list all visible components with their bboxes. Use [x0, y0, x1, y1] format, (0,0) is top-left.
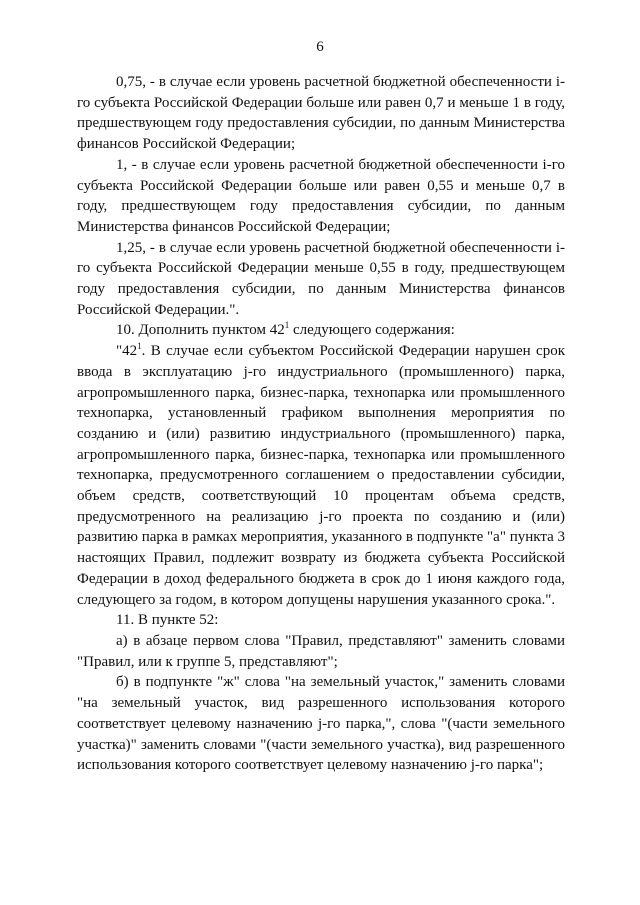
paragraph-subitem-b: б) в подпункте "ж" слова "на земельный участок," заменить словами "на земельный участок, вид разрешенного использования которого соответствует целевому назначению j-го парка,", слова "(части земельного участка)" заменить словами "(части земельного участка), вид разрешенного использования которого соответствует целевому назначению j-го парка"; — [77, 674, 565, 774]
paragraph-clause-42-1-text: . В случае если субъектом Российской Федерации нарушен срок ввода в эксплуатацию j-го индустриального (промышленного) парка, агропромышленного парка, бизнес-парка, технопарка или промышленного технопарка, установленный графиком выполнения мероприятия по созданию и (или) развитию индустриального (промышленного) парка, агропромышленного парка, бизнес-парка, технопарка или промышленного технопарка, предусмотренного соглашением о предоставлении субсидии, объем средств, соответствующий 10 процентам объема средств, предусмотренного на реализацию j-го проекта по созданию и (или) развитию парка в рамках мероприятия, указанного в подпункте "а" пункта 3 настоящих Правил, подлежит возврату из бюджета субъекта Российской Федерации в доход федерального бюджета в срок до 1 июня каждого года, следующего за годом, в котором допущены нарушения указанного срока.". — [77, 343, 565, 608]
paragraph-coefficient-075: 0,75, - в случае если уровень расчетной бюджетной обеспеченности i-го субъекта Российской Федерации больше или равен 0,7 и меньше 1 в году, предшествующем году предоставления субсидии, по данным Министерства финансов Российской Федерации; — [77, 74, 565, 153]
paragraph-clause-42-1 — [77, 341, 565, 610]
superscript-1: 1 — [284, 320, 290, 331]
document-body — [77, 72, 565, 776]
paragraph-item-10-text: 10. Дополнить пунктом 42 — [116, 322, 285, 339]
page-number: 6 — [316, 39, 324, 55]
paragraph-item-10 — [77, 320, 565, 341]
paragraph-item-10-tail: следующего содержания: — [289, 322, 455, 339]
paragraph-coefficient-125: 1,25, - в случае если уровень расчетной бюджетной обеспеченности i-го субъекта Российской Федерации меньше 0,55 в году, предшествующем году предоставления субсидии, по данным Министерства финансов Российской Федерации.". — [77, 239, 565, 318]
superscript-1: 1 — [137, 341, 142, 352]
paragraph-coefficient-1: 1, - в случае если уровень расчетной бюджетной обеспеченности i-го субъекта Российской Федерации больше или равен 0,55 и меньше 0,7 в году, предшествующем году предоставления субсидии, по данным Министерства финансов Российской Федерации; — [77, 156, 565, 235]
paragraph-item-11: 11. В пункте 52: — [116, 612, 219, 629]
paragraph-subitem-a: а) в абзаце первом слова "Правил, представляют" заменить словами "Правил, или к группе 5, представляют"; — [77, 632, 565, 670]
paragraph-clause-42-1-start: "42 — [116, 343, 138, 360]
